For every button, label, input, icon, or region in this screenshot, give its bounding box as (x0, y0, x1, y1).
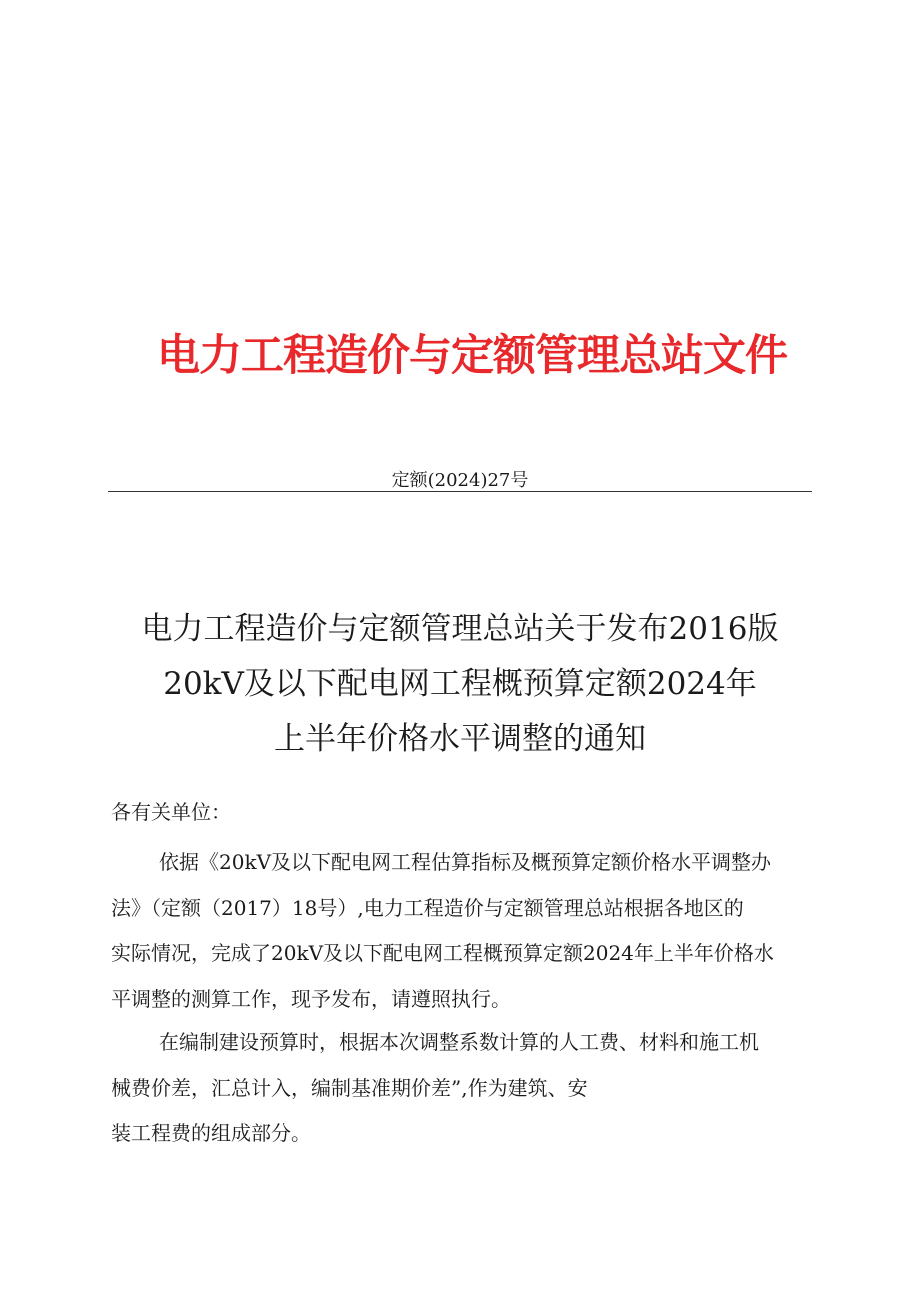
paragraph-line: 装工程费的组成部分。 (111, 1121, 311, 1145)
document-number: 定额(2024)27号 (391, 470, 529, 491)
addressee: 各有关单位： (111, 800, 231, 824)
body-paragraph-1 (111, 840, 811, 1022)
notice-title-line: 20kV及以下配电网工程概预算定额2024年 (163, 666, 757, 702)
header-divider (108, 491, 812, 492)
paragraph-line: 法》（定额（2017）18号）,电力工程造价与定额管理总站根据各地区的 (111, 895, 744, 920)
notice-title-line: 上半年价格水平调整的通知 (274, 721, 646, 757)
issuer-header-title: 电力工程造价与定额管理总站文件 (157, 331, 787, 381)
paragraph-line: 械费价差，汇总计入，编制基准期价差”,作为建筑、安 (111, 1075, 588, 1100)
paragraph-line: 在编制建设预算时，根据本次调整系数计算的人工费、材料和施工机 (159, 1030, 759, 1054)
paragraph-line: 实际情况，完成了20kV及以下配电网工程概预算定额2024年上半年价格水 (111, 941, 774, 965)
paragraph-line: 平调整的测算工作，现予发布，请遵照执行。 (111, 986, 511, 1011)
body-paragraph-2 (111, 1020, 811, 1157)
paragraph-line: 依据《20kV及以下配电网工程估算指标及概预算定额价格水平调整办 (159, 850, 772, 874)
notice-title (108, 602, 812, 767)
notice-title-line: 电力工程造价与定额管理总站关于发布2016版 (141, 611, 779, 647)
